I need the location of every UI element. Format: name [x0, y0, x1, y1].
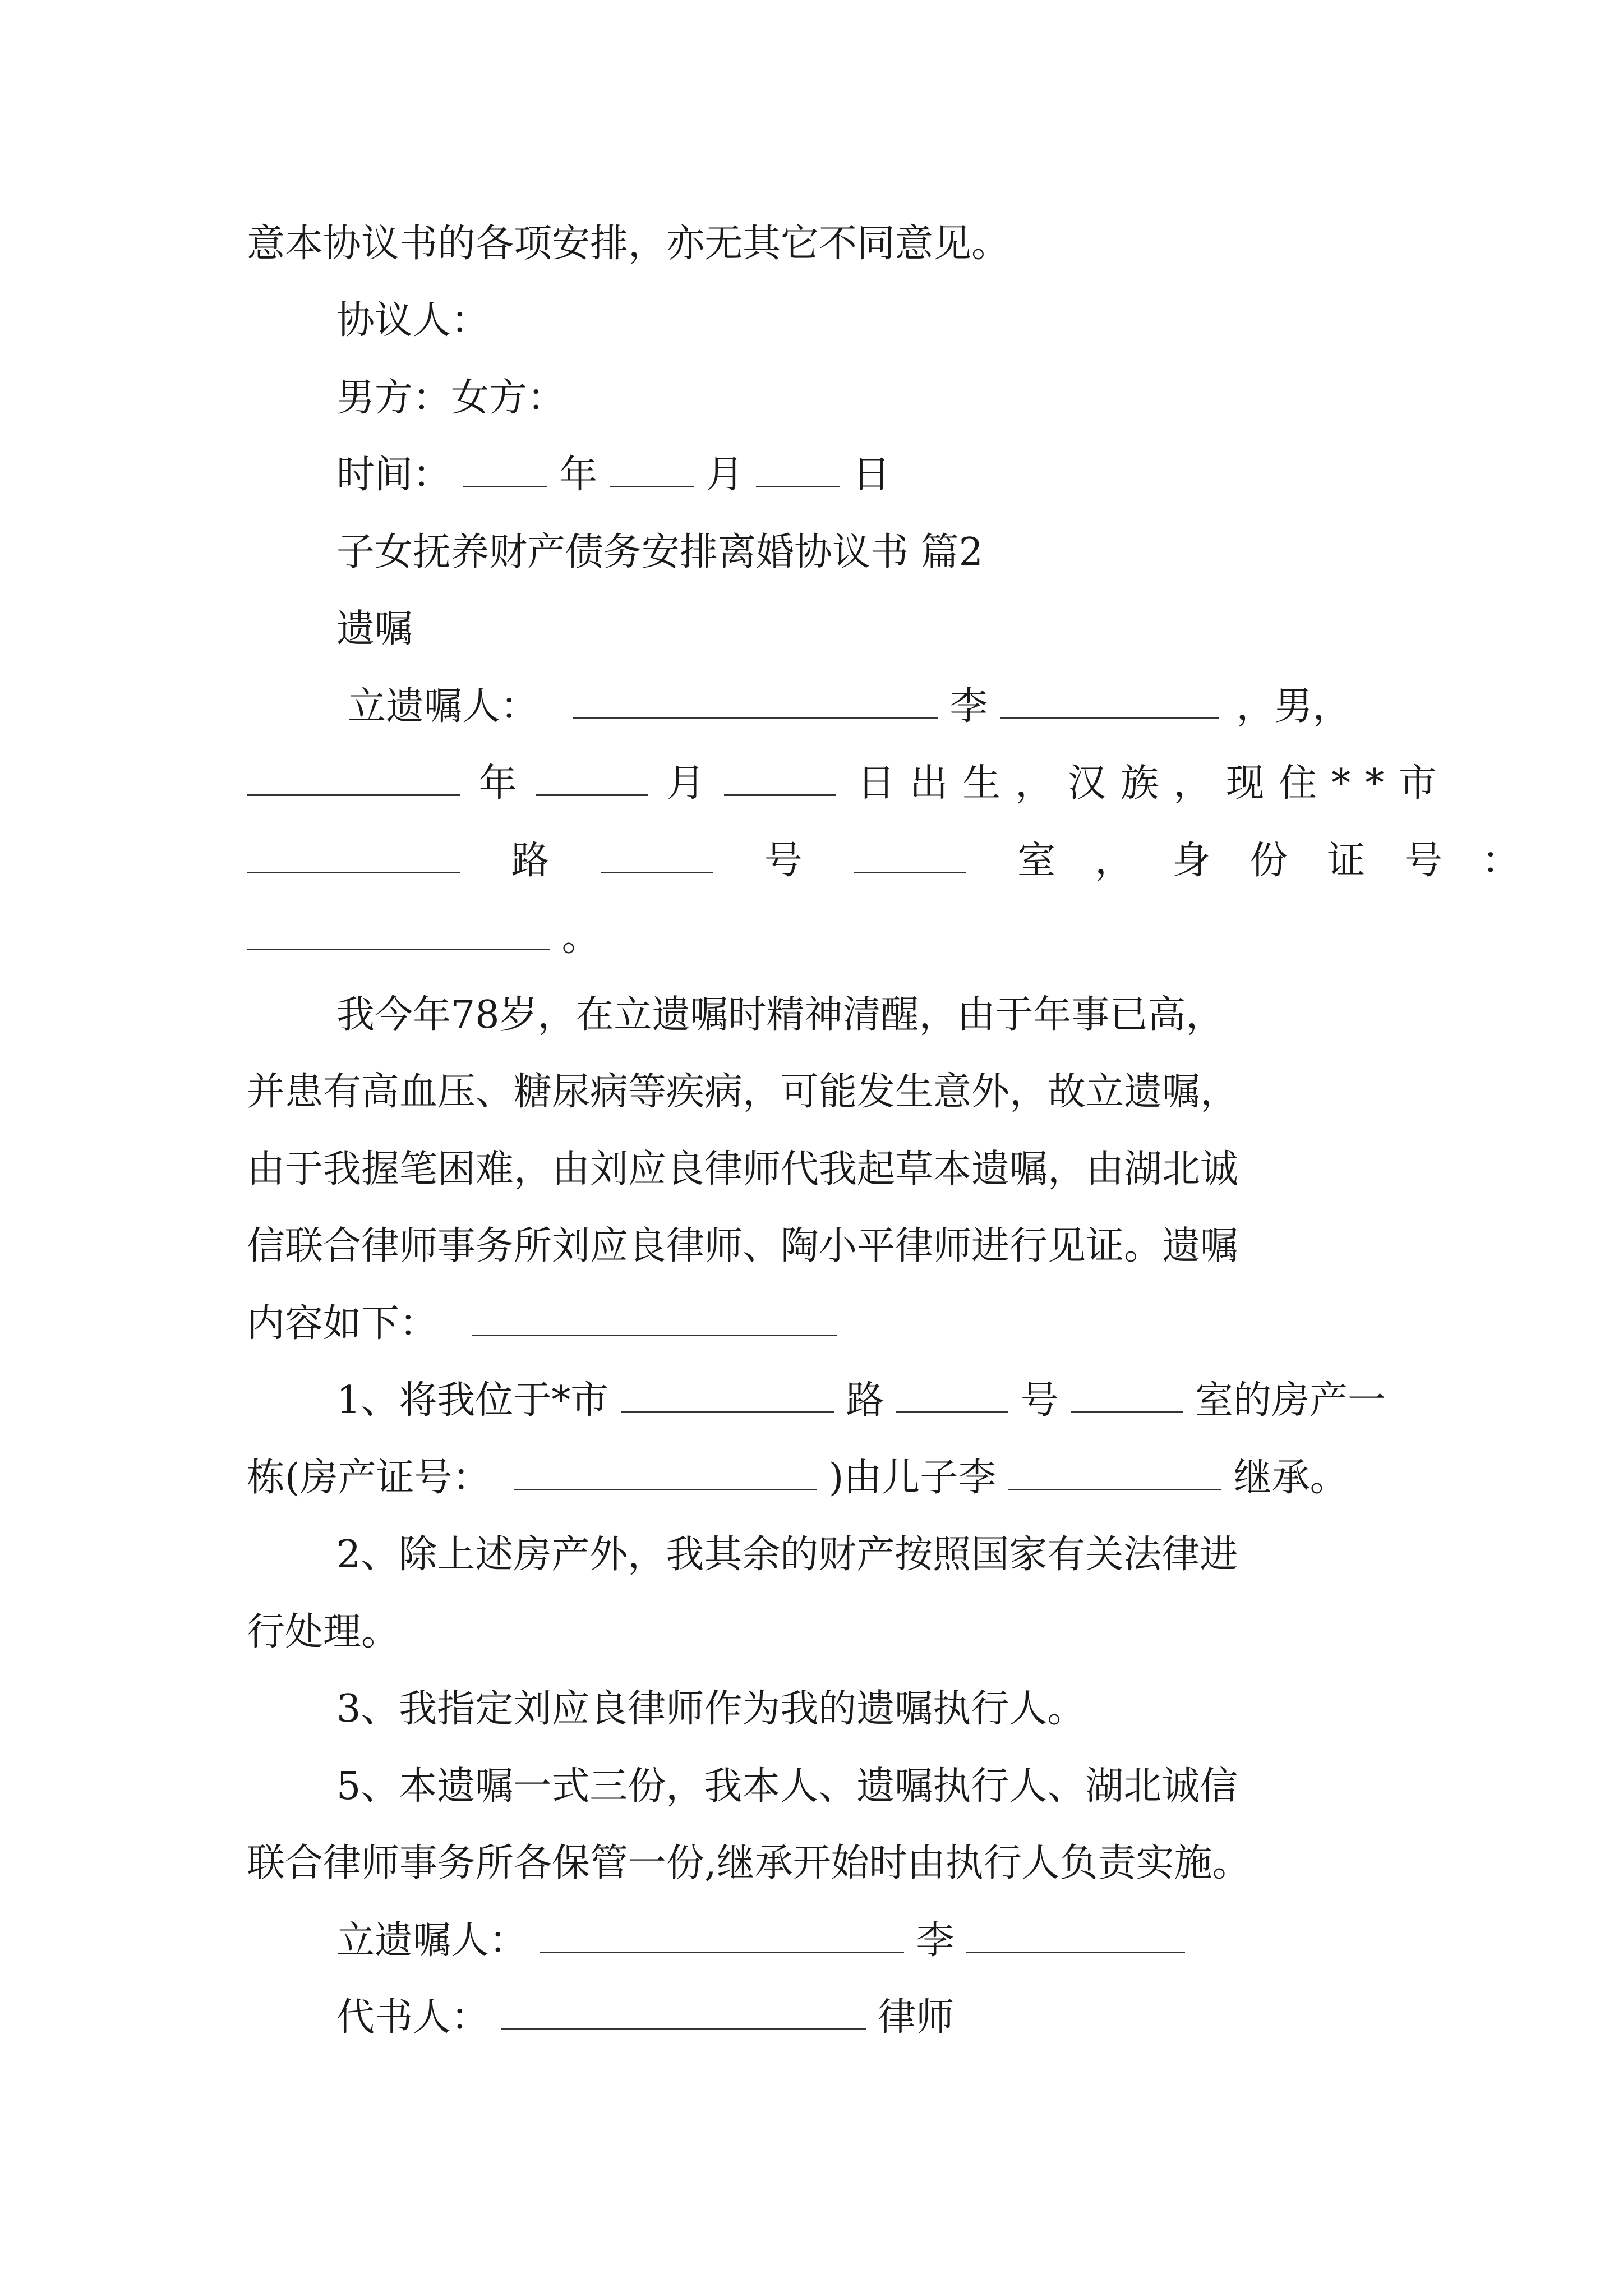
item-1-prefix: 1、将我位于*市: [336, 1378, 609, 1423]
birth-day-blank: [724, 758, 836, 796]
text-line: [247, 1604, 399, 1660]
item-1-cert-label: 栋(房产证号：: [247, 1456, 491, 1500]
item-5-line-1: 5、本遗嘱一式三份，我本人、遗嘱执行人、湖北诚信: [336, 1764, 1238, 1809]
id-number-end: 。: [561, 915, 600, 960]
item-1-road: 路: [846, 1378, 884, 1423]
section-title-text: 子女抚养财产债务安排离婚协议书 篇2: [336, 530, 983, 574]
text-line: [247, 1142, 1238, 1198]
item-1-line: [336, 1373, 1386, 1429]
item-1-number: 号: [1020, 1378, 1059, 1423]
birth-line: [247, 756, 1451, 812]
birth-year-label: 年: [478, 761, 517, 806]
text-line: [336, 293, 489, 349]
text-line: [336, 1759, 1238, 1815]
day-label: 日: [852, 453, 891, 497]
text-line: [336, 987, 1224, 1043]
male-female-label: 男方：女方：: [336, 376, 566, 420]
address-line: [247, 833, 1559, 889]
birth-year-blank: [247, 758, 460, 796]
testator-label: 立遗嘱人：: [348, 684, 539, 729]
content-blank: [472, 1299, 837, 1336]
text-line: [247, 1835, 1251, 1892]
text-line: [247, 1296, 837, 1352]
statement-line-2: 并患有高血压、糖尿病等疾病，可能发生意外，故立遗嘱，: [247, 1070, 1239, 1114]
day-blank: [756, 450, 840, 487]
statement-line-4: 信联合律师事务所刘应良律师、陶小平律师进行见证。遗嘱: [247, 1224, 1239, 1268]
id-label: 室，身份证号：: [1017, 839, 1560, 883]
item-1-heir: )由儿子李: [828, 1456, 997, 1500]
number-label: 号: [764, 839, 803, 883]
text-line: [247, 1218, 1238, 1274]
item-1-inherit: 继承。: [1233, 1456, 1348, 1500]
text-line: [247, 1064, 1238, 1120]
statement-line-1: 我今年78岁，在立遗嘱时精神清醒，由于年事已高，: [336, 993, 1224, 1037]
item-1-city-blank: [621, 1375, 834, 1413]
signature-scribe-label: 代书人：: [336, 1995, 490, 2040]
item-5-line-2: 联合律师事务所各保管一份,继承开始时由执行人负责实施。: [247, 1841, 1251, 1885]
signature-testator-name-blank: [966, 1916, 1185, 1953]
testator-line: [348, 679, 1351, 735]
signature-scribe-title: 律师: [878, 1995, 955, 2040]
item-3-line: 3、我指定刘应良律师作为我的遗嘱执行人。: [336, 1687, 1086, 1731]
paragraph-continuation: 意本协议书的各项安排，亦无其它不同意见。: [247, 222, 1010, 266]
birth-rest: 日出生，汉族，现住**市: [857, 761, 1452, 806]
month-blank: [610, 450, 694, 487]
signature-testator-surname: 李: [916, 1918, 955, 1963]
party-label: 协议人：: [336, 298, 490, 343]
text-line: [336, 1527, 1238, 1583]
number-blank: [601, 836, 713, 873]
road-label: 路: [511, 839, 550, 883]
section-title: [336, 524, 983, 581]
will-heading-text: 遗嘱: [336, 607, 413, 651]
item-2-line-2: 行处理。: [247, 1610, 400, 1654]
id-number-blank: [247, 913, 550, 950]
signature-testator-blank: [540, 1916, 904, 1953]
item-1-line-2: [247, 1450, 1348, 1506]
signature-testator-label: 立遗嘱人：: [336, 1918, 528, 1963]
signature-scribe: [336, 1990, 954, 2046]
testator-surname: 李: [949, 684, 988, 729]
text-line: [336, 1681, 1085, 1737]
year-blank: [463, 450, 547, 487]
testator-gender: ，男，: [1236, 684, 1351, 729]
item-1-heir-blank: [1008, 1453, 1221, 1490]
month-label: 月: [706, 453, 744, 497]
signature-scribe-blank: [501, 1993, 866, 2030]
item-1-room: 室的房产一: [1195, 1378, 1386, 1423]
text-line: [336, 370, 565, 426]
item-1-cert-blank: [514, 1453, 817, 1490]
statement-line-5: 内容如下：: [247, 1301, 438, 1346]
item-2-line-1: 2、除上述房产外，我其余的财产按照国家有关法律进: [336, 1533, 1238, 1577]
time-label: 时间：: [336, 453, 451, 497]
testator-name-blank: [1000, 682, 1219, 719]
testator-blank: [573, 682, 938, 719]
text-line: [247, 216, 1009, 272]
id-number-line: [247, 910, 600, 966]
date-line: [336, 447, 891, 503]
birth-month-label: 月: [666, 761, 705, 806]
statement-line-3: 由于我握笔困难，由刘应良律师代我起草本遗嘱，由湖北诚: [247, 1147, 1239, 1191]
item-1-number-blank: [1071, 1375, 1183, 1413]
item-1-road-blank: [896, 1375, 1008, 1413]
birth-month-blank: [536, 758, 648, 796]
road-blank: [247, 836, 460, 873]
room-blank: [854, 836, 966, 873]
will-heading: [336, 601, 413, 657]
signature-testator: [336, 1913, 1185, 1969]
year-label: 年: [559, 453, 598, 497]
